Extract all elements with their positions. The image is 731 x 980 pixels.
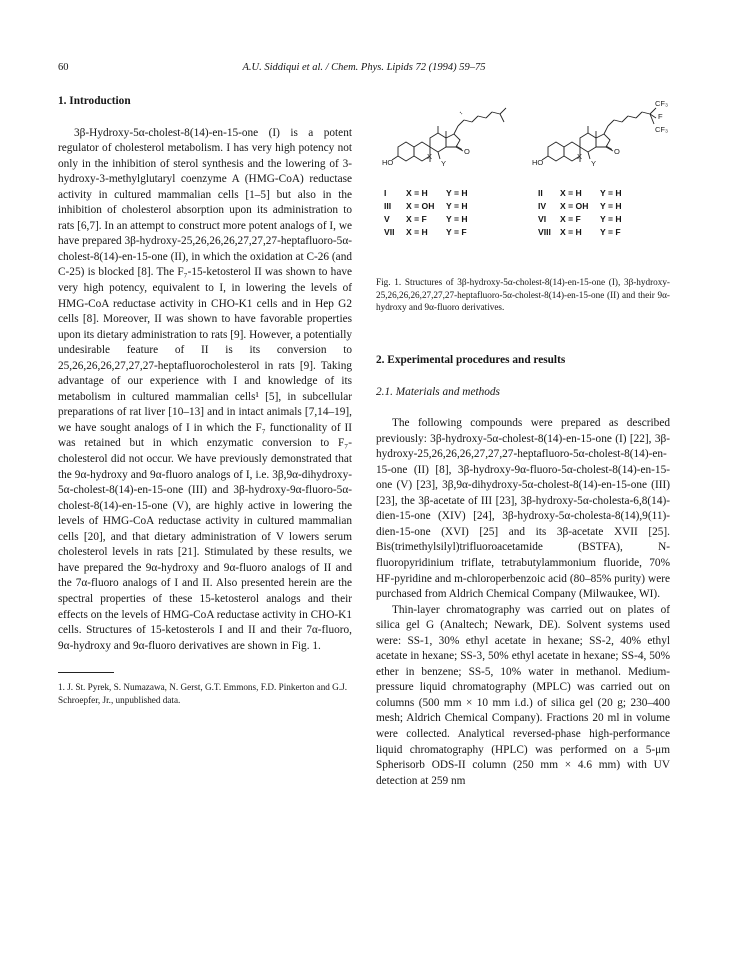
footnote: 1. J. St. Pyrek, S. Numazawa, N. Gerst, G.T. Emmons, F.D. Pinkerton and G.J. Schroepfer, Jr., unpublished data.: [58, 682, 347, 706]
right-f-label: F: [658, 112, 663, 121]
introduction-heading: 1. Introduction: [58, 95, 131, 107]
legend-row: IV X = OH Y = H: [538, 201, 622, 211]
chromatography-paragraph: Thin-layer chromatography was carried out on plates of silica gel G (Analtech; Newark, DE). Solvent systems used were: SS-1, 30% ethyl acetate in hexane; SS-2, 40% ethyl acetate in hexane; SS-3, 50% ethyl acetate in hexane; SS-4, 50% ether in benzene; SS-5, 10% water in methanol. Medium-pressure liquid chromatography (MPLC) was carried out on columns (500 mm × 10 mm i.d.) of silica gel (20 g; 230–400 mesh; Aldrich Chemical Company). Fractions 20 ml in volume were collected. Analytical reversed-phase high-performance liquid chromatography (HPLC) was performed on a 5-μm Spherisorb ODS-II column (250 mm × 4.6 mm) with UV detection at 259 nm: [376, 603, 670, 787]
left-y-label: Y: [441, 159, 447, 168]
legend-row: VII X = H Y = F: [384, 227, 467, 237]
steroid-structures-drawing: [376, 92, 670, 188]
left-x-label: X: [427, 152, 433, 161]
legend-right: [538, 188, 622, 240]
page-header: [58, 62, 670, 78]
figure-1: [376, 92, 670, 332]
steroid-structure-left: [392, 108, 506, 162]
legend-row: V X = F Y = H: [384, 214, 468, 224]
figure-caption: Fig. 1. Structures of 3β-hydroxy-5α-cholest-8(14)-en-15-one (I), 3β-hydroxy-25,26,26,26,27,27,27-heptafluoro-5α-cholest-8(14)-en-15-one (II) and their 9α-hydroxy and 9α-fluoro derivatives.: [376, 277, 670, 312]
legend-row: I X = H Y = H: [384, 188, 468, 198]
footnote-rule: [58, 672, 114, 673]
legend-row: VIII X = H Y = F: [538, 227, 621, 237]
right-ho-label: HO: [532, 158, 544, 167]
steroid-structure-right: [542, 108, 656, 162]
materials-paragraph: The following compounds were prepared as described previously: 3β-hydroxy-5α-cholest-8(14)-en-15-one (I) [22], 3β-hydroxy-25,26,26,26,27,27,27-heptafluoro-5α-cholest-8(14)-en-15-one (II) [8], 3β-hydroxy-9α-fluoro-5α-cholest-8(14)-en-15-one (V) [23], 3β,9α-dihydroxy-5α-cholest-8(14)-en-15-one (III) [23], the 3β-acetate of III [23], 3β-hydroxy-5α-cholesta-6,8(14)-dien-15-one (XIV) [24], 3β-hydroxy-5α-cholesta-8(14),9(11)-dien-15-one (XVI) [25] and its 3β-acetate XVII [25]. Bis(trimethylsilyl)trifluoroacetamide (BSTFA), N-fluoropyridinium triflate, tetrabutylammonium fluoride, 70% HF-pyridine and m-chloroperbenzoic acid (80–85% purity) were purchased from Aldrich Chemical Company (Milwaukee, WI).: [376, 417, 670, 601]
legend-left: [384, 188, 468, 240]
right-o-label: O: [614, 147, 620, 156]
right-x-label: X: [577, 152, 583, 161]
legend-row: II X = H Y = H: [538, 188, 622, 198]
left-column: [58, 94, 352, 707]
legend-row: III X = OH Y = H: [384, 201, 468, 211]
right-cf3-bottom-label: CF₃: [655, 125, 669, 134]
introduction-paragraph: 3β-Hydroxy-5α-cholest-8(14)-en-15-one (I) is a potent regulator of cholesterol metabolism. I has very high potency not only in the inhibition of sterol synthesis and the lowering of 3-hydroxy-3-methylglutaryl coenzyme A (HMG-CoA) reductase activity in cultured mammalian cells [1–5] but also in the inhibition of cholesterol absorption upon its administration to rats [6,7]. In an attempt to construct more potent analogs of I, we have prepared 3β-hydroxy-25,26,26,26,27,27,27-heptafluoro-5α-cholest-8(14)-en-15-one (II), in which the oxidation at C-26 (and C-25) is blocked [8]. The F₇-15-ketosterol II was shown to have very high potency, equivalent to I, in lowering the levels of HMG-CoA reductase activity in CHO-K1 cells and in Hep G2 cells [8]. Moreover, II was shown to have favorable properties upon its dietary administration to rats [9]. However, a potentially undesirable feature of II is its conversion to 25,26,26,26,27,27,27-heptafluorocholesterol in rats [9]. Taking advantage of our experience with I and knowledge of its metabolism in cultured mammalian cells¹ [5], in subcellular preparations of rat liver [10–13] and in intact animals [7,14–19], we have sought analogs of I in which the F₇ functionality of II was retained but in which enzymatic conversion to F₇-cholesterol did not occur. We have previously demonstrated that the 9α-hydroxy and 9α-fluoro analogs of I, i.e. 3β,9α-dihydroxy-5α-cholest-8(14)-en-15-one (III) and 3β-hydroxy-9α-fluoro-5α-cholest-8(14)-en-15-one (V), are highly active in lowering the levels of HMG-CoA reductase activity in cultured mammalian cells [20], and that dietary administration of V lowers serum cholesterol levels in rats [21]. Stimulated by these results, we have prepared the 9α-hydroxy and 9α-fluoro analogs of II and the 7α-fluoro analogs of I and II. Also presented herein are the spectral properties of these 15-ketosterol analogs and their effects on the levels of HMG-CoA reductase activity in CHO-K1 cells. Structures of 15-ketosterols I and II and their 7α-fluoro, 9α-hydroxy and 9α-fluoro derivatives are shown in Fig. 1.: [58, 126, 353, 652]
right-y-label: Y: [591, 159, 597, 168]
experimental-heading: 2. Experimental procedures and results: [376, 354, 566, 366]
right-cf3-top-label: CF₃: [655, 99, 669, 108]
left-o-label: O: [464, 147, 470, 156]
page-number: 60: [58, 62, 69, 73]
materials-methods-subheading: 2.1. Materials and methods: [376, 385, 500, 398]
left-ho-label: HO: [382, 158, 394, 167]
legend-row: VI X = F Y = H: [538, 214, 622, 224]
running-head: A.U. Siddiqui et al. / Chem. Phys. Lipids 72 (1994) 59–75: [242, 62, 486, 73]
right-column: [376, 353, 670, 789]
